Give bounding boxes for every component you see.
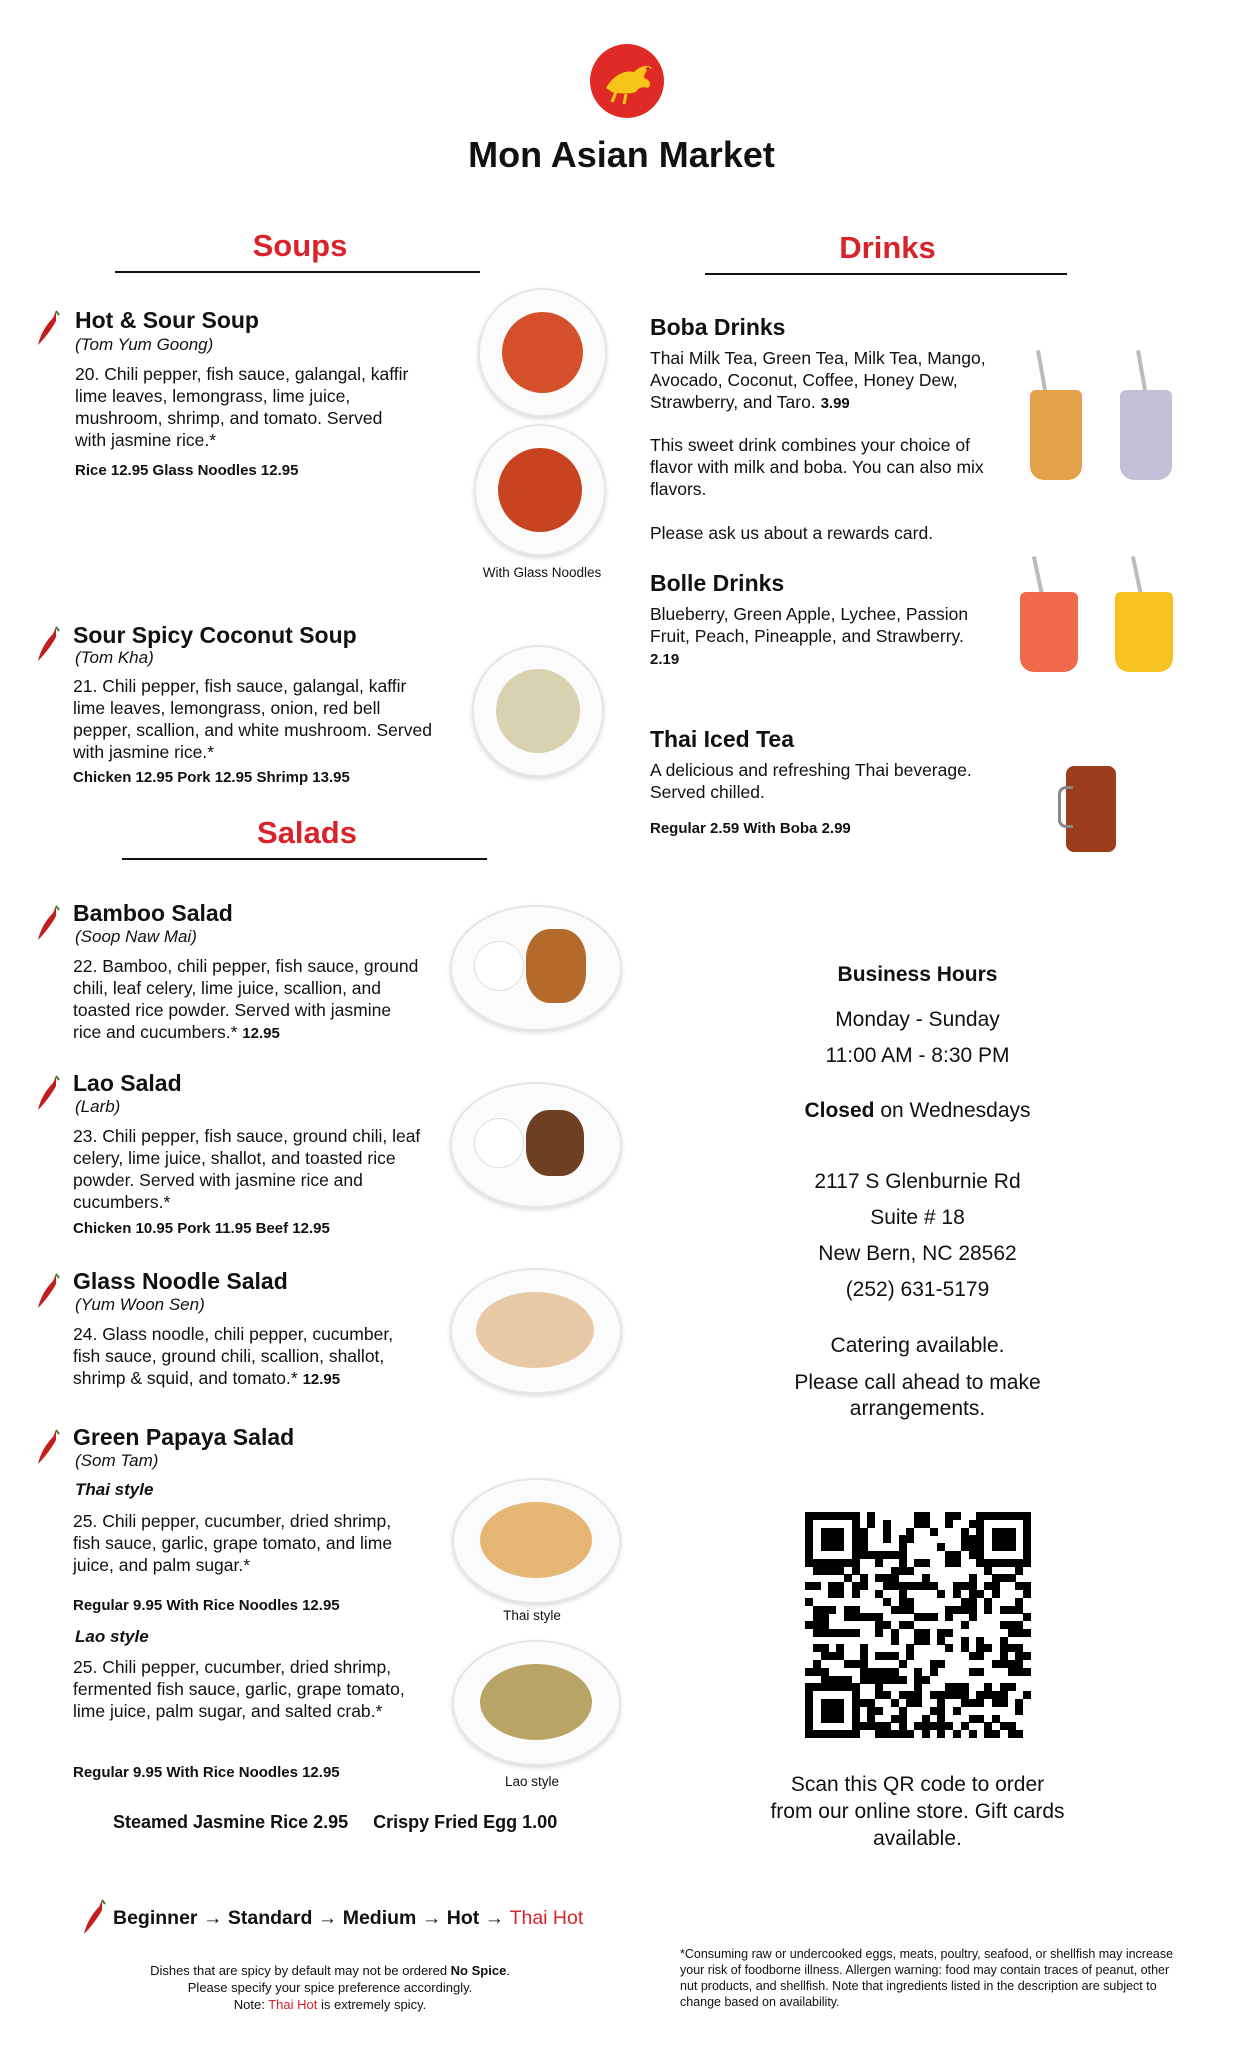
address-line: Suite # 18 — [870, 1206, 965, 1229]
chili-icon — [34, 1428, 62, 1468]
item-price: Rice 12.95 Glass Noodles 12.95 — [75, 462, 299, 479]
phone-number: (252) 631-5179 — [845, 1278, 990, 1301]
item-name: Sour Spicy Coconut Soup — [73, 622, 357, 648]
chili-icon — [34, 625, 62, 665]
order-qr-code[interactable] — [805, 1512, 1031, 1738]
catering-note: Catering available. — [830, 1334, 1005, 1357]
lao-salad-image — [450, 1082, 622, 1208]
closed-notice: Closed on Wednesdays — [804, 1099, 1031, 1122]
item-name: Lao Salad — [73, 1070, 182, 1096]
spice-note: Dishes that are spicy by default may not be ordered No Spice. Please specify your spice preference accordingly. Note: Thai Hot is extremely spicy. — [150, 1963, 510, 2012]
arrow-icon: → — [317, 1907, 338, 1929]
item-description: 25. Chili pepper, cucumber, dried shrimp, fish sauce, garlic, grape tomato, and lime juice, and palm sugar.* — [73, 1511, 393, 1575]
rewards-note: Please ask us about a rewards card. — [650, 523, 934, 543]
item-name: Hot & Sour Soup — [75, 307, 259, 333]
arrow-icon: → — [484, 1907, 505, 1929]
item-subtitle: (Som Tam) — [75, 1451, 159, 1470]
taro-boba-image — [1120, 350, 1172, 482]
chili-icon — [34, 1074, 62, 1114]
item-subtitle: (Soop Naw Mai) — [75, 927, 197, 946]
item-name: Glass Noodle Salad — [73, 1268, 288, 1294]
drinks-heading: Drinks — [839, 230, 936, 265]
restaurant-logo — [590, 44, 664, 118]
salads-divider — [122, 858, 487, 860]
bolle-drink-image — [1115, 556, 1173, 674]
style-label: Thai style — [75, 1480, 154, 1499]
salads-heading: Salads — [257, 815, 357, 850]
drink-price: 3.99 — [820, 395, 850, 412]
drink-name: Boba Drinks — [650, 314, 786, 340]
address-line: 2117 S Glenburnie Rd — [814, 1170, 1021, 1193]
qr-caption: Scan this QR code to order from our online store. Gift cards available. — [770, 1773, 1065, 1850]
spice-scale — [113, 1907, 583, 1930]
item-name: Bamboo Salad — [73, 900, 233, 926]
item-subtitle: (Larb) — [75, 1097, 121, 1116]
item-subtitle: (Tom Yum Goong) — [75, 335, 214, 354]
bamboo-salad-image — [450, 905, 622, 1031]
item-price: Regular 9.95 With Rice Noodles 12.95 — [73, 1764, 340, 1781]
chili-icon — [34, 904, 62, 944]
item-description: 22. Bamboo, chili pepper, fish sauce, ground chili, leaf celery, lime juice, scallion, and toasted rice powder. Served with jasmine rice and cucumbers.* 12.95 — [73, 956, 419, 1042]
soups-heading: Soups — [252, 228, 348, 263]
thai-papaya-salad-image — [452, 1478, 621, 1604]
item-price: 12.95 — [302, 1371, 341, 1388]
style-label: Lao style — [75, 1627, 149, 1646]
image-caption: Thai style — [503, 1608, 561, 1623]
thai-iced-tea-image — [1058, 766, 1120, 852]
drinks-divider — [705, 273, 1067, 275]
drink-price: Regular 2.59 With Boba 2.99 — [650, 820, 851, 837]
item-description: 21. Chili pepper, fish sauce, galangal, kaffir lime leaves, lemongrass, onion, red bell pepper, scallion, and white mushroom. Served with jasmine rice.* — [73, 676, 432, 762]
item-price: 12.95 — [242, 1025, 280, 1042]
spice-level: Beginner — [113, 1907, 198, 1929]
catering-note: Please call ahead to make arrangements. — [794, 1371, 1041, 1420]
chili-icon — [34, 309, 62, 349]
arrow-icon: → — [421, 1907, 442, 1929]
coconut-soup-image — [472, 645, 604, 777]
chili-icon — [80, 1898, 108, 1938]
golden-bird-icon — [590, 44, 664, 118]
item-description: 23. Chili pepper, fish sauce, ground chili, leaf celery, lime juice, shallot, and toasted rice powder. Served with jasmine rice and cucumbers.* — [73, 1126, 421, 1212]
item-subtitle: (Yum Woon Sen) — [75, 1295, 205, 1314]
spice-level: Hot — [446, 1907, 480, 1929]
item-description: 20. Chili pepper, fish sauce, galangal, kaffir lime leaves, lemongrass, lime juice, mushroom, shrimp, and tomato. Served with jasmine rice.* — [75, 364, 409, 450]
glass-noodle-salad-image — [450, 1268, 622, 1394]
bolle-drink-image — [1020, 556, 1078, 674]
hours-heading: Business Hours — [837, 963, 998, 986]
page-title: Mon Asian Market — [468, 134, 775, 175]
food-safety-disclaimer: *Consuming raw or undercooked eggs, meats, poultry, seafood, or shellfish may increase your risk of foodborne illness. Allergen warning: food may contain traces of peanut, other nut products, and shellfish. Note that ingredients listed in the description are subject to change based on availability. — [680, 1947, 1174, 2009]
item-price: Chicken 10.95 Pork 11.95 Beef 12.95 — [73, 1220, 330, 1237]
image-caption: Lao style — [504, 1774, 560, 1789]
drink-description: A delicious and refreshing Thai beverage. Served chilled. — [650, 760, 972, 802]
item-subtitle: (Tom Kha) — [75, 648, 154, 667]
boba-drink-image — [1030, 350, 1082, 482]
open-days: Monday - Sunday — [835, 1008, 1000, 1031]
item-price: Chicken 12.95 Pork 12.95 Shrimp 13.95 — [73, 769, 350, 786]
drink-description: This sweet drink combines your choice of flavor with milk and boba. You can also mix flavors. — [650, 435, 984, 499]
spice-level: Standard — [227, 1907, 313, 1929]
open-hours: 11:00 AM - 8:30 PM — [825, 1044, 1010, 1067]
item-description: 25. Chili pepper, cucumber, dried shrimp, fermented fish sauce, garlic, grape tomato, lime juice, palm sugar, and salted crab.* — [73, 1657, 405, 1721]
drink-name: Thai Iced Tea — [650, 726, 795, 752]
drink-description: Blueberry, Green Apple, Lychee, Passion Fruit, Peach, Pineapple, and Strawberry. 2.19 — [650, 604, 969, 668]
item-name: Green Papaya Salad — [73, 1424, 295, 1450]
chili-icon — [34, 1272, 62, 1312]
address-line: New Bern, NC 28562 — [818, 1242, 1017, 1265]
item-description: 24. Glass noodle, chili pepper, cucumber, fish sauce, ground chili, scallion, shallot, shrimp & squid, and tomato.* 12.95 — [73, 1324, 394, 1388]
soups-divider — [115, 271, 480, 273]
extras-line: Steamed Jasmine Rice 2.95 Crispy Fried Egg 1.00 — [113, 1812, 558, 1832]
soup-bowl-image — [478, 288, 607, 417]
image-caption: With Glass Noodles — [482, 565, 602, 580]
soup-glass-noodle-image — [474, 424, 606, 556]
spice-level: Medium — [342, 1907, 417, 1929]
drink-price: 2.19 — [650, 651, 680, 668]
drink-description: Thai Milk Tea, Green Tea, Milk Tea, Mango, Avocado, Coconut, Coffee, Honey Dew, Strawberry, and Taro. 3.99 — [650, 348, 986, 412]
lao-papaya-salad-image — [452, 1640, 621, 1766]
spice-level-thai-hot: Thai Hot — [509, 1907, 584, 1929]
item-price: Regular 9.95 With Rice Noodles 12.95 — [73, 1597, 340, 1614]
arrow-icon: → — [202, 1907, 223, 1929]
drink-name: Bolle Drinks — [650, 570, 785, 596]
